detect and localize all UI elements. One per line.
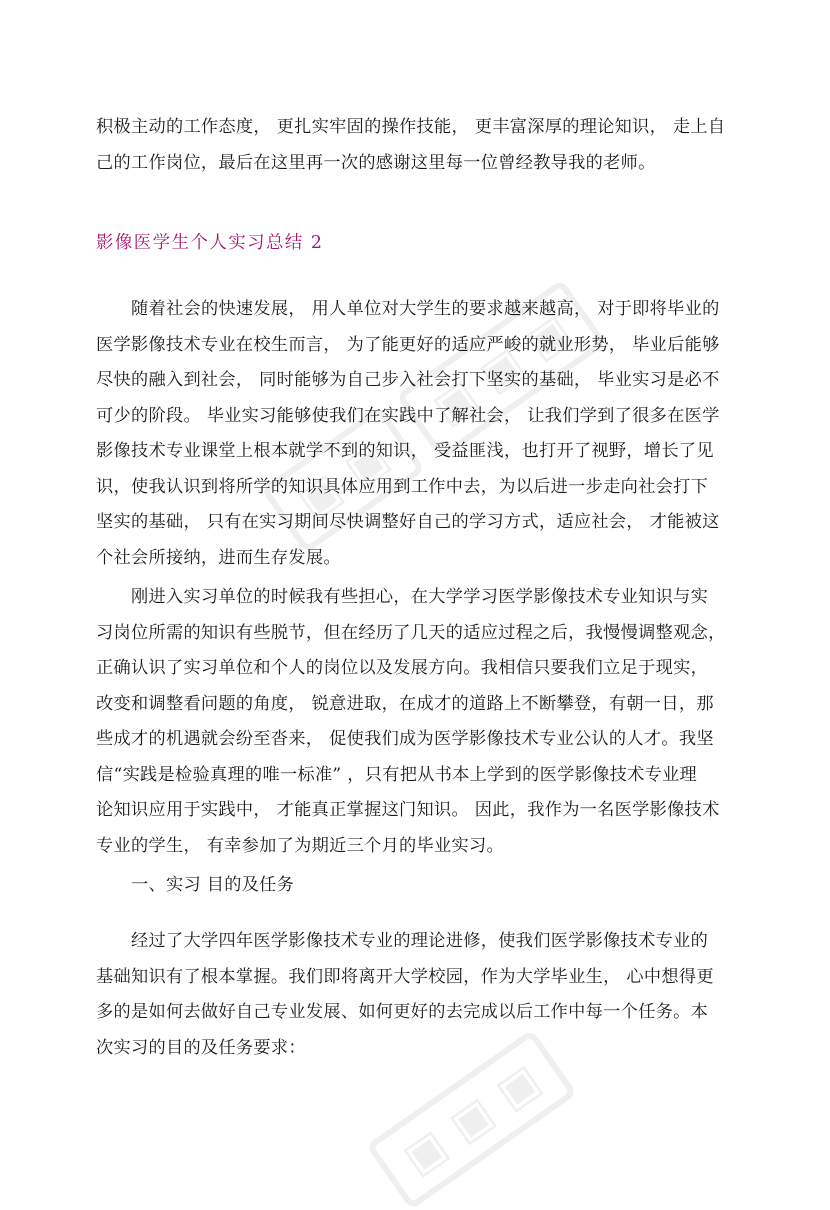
- text-line: 己的工作岗位，最后在这里再一次的感谢这里每一位曾经教导我的老师。: [96, 152, 656, 173]
- text-line: 刚进入实习单位的时候我有些担心，在大学学习医学影像技术专业知识与实: [131, 587, 709, 607]
- text-line: 正确认识了实习单位和个人的岗位以及发展方向。我相信只要我们立足于现实，: [96, 658, 709, 678]
- watermark-stamp: ▣ ▣ ▣: [396, 279, 608, 460]
- paragraph-1: [96, 292, 736, 576]
- paragraph-2: [96, 580, 736, 864]
- text-line: 尽快的融入到社会， 同时能够为自己步入社会打下坚实的基础， 毕业实习是必不: [96, 370, 720, 390]
- text-line: 专业的学生， 有幸参加了为期近三个月的毕业实习。: [96, 835, 504, 856]
- text-line: 论知识应用于实践中， 才能真正掌握这门知识。 因此，我作为一名医学影像技术: [96, 800, 720, 820]
- text-line: 些成才的机遇就会纷至沓来， 促使我们成为医学影像技术专业公认的人才。我坚: [96, 729, 714, 749]
- text-line: 影像技术专业课堂上根本就学不到的知识， 受益匪浅，也打开了视野，增长了见: [96, 441, 714, 461]
- section-heading: 影像医学生个人实习总结 2: [96, 233, 324, 253]
- intro-paragraph: [96, 110, 736, 181]
- text-line: 基础知识有了根本掌握。我们即将离开大学校园，作为大学毕业生， 心中想得更: [96, 966, 714, 987]
- subheading-block: [96, 868, 736, 904]
- text-line: 识，使我认识到将所学的知识具体应用到工作中去，为以后进一步走向社会打下: [96, 476, 709, 497]
- subheading: 一、实习 目的及任务: [131, 875, 295, 895]
- text-line: 个社会所接纳，进而生存发展。: [96, 547, 341, 568]
- watermark-stamp: ▣ ▣: [261, 405, 426, 554]
- text-line: 医学影像技术专业在校生而言， 为了能更好的适应严峻的就业形势， 毕业后能够: [96, 334, 720, 355]
- text-line: 习岗位所需的知识有些脱节，但在经历了几天的适应过程之后，我慢慢调整观念，: [96, 622, 726, 643]
- text-line: 次实习的目的及任务要求：: [96, 1037, 306, 1058]
- text-line: 积极主动的工作态度， 更扎实牢固的操作技能， 更丰富深厚的理论知识， 走上自: [96, 117, 726, 137]
- text-line: 坚实的基础， 只有在实习期间尽快调整好自己的学习方式，适应社会， 才能被这: [96, 512, 720, 532]
- text-line: 随着社会的快速发展， 用人单位对大学生的要求越来越高， 对于即将毕业的: [131, 299, 720, 319]
- text-line: 可少的阶段。 毕业实习能够使我们在实践中了解社会， 让我们学到了很多在医学: [96, 405, 720, 426]
- text-line: 改变和调整看问题的角度， 锐意进取，在成才的道路上不断攀登，有朝一日，那: [96, 693, 714, 714]
- text-line: 多的是如何去做好自己专业发展、如何更好的去完成以后工作中每一个任务。本: [96, 1002, 709, 1022]
- text-line: 信“实践是检验真理的唯一标准” ，只有把从书本上学到的医学影像技术专业理: [96, 764, 698, 785]
- paragraph-3: [96, 924, 736, 1066]
- text-line: 经过了大学四年医学影像技术专业的理论进修，使我们医学影像技术专业的: [131, 931, 709, 951]
- watermark-stamp: ▣ ▣ ▣: [366, 1029, 578, 1210]
